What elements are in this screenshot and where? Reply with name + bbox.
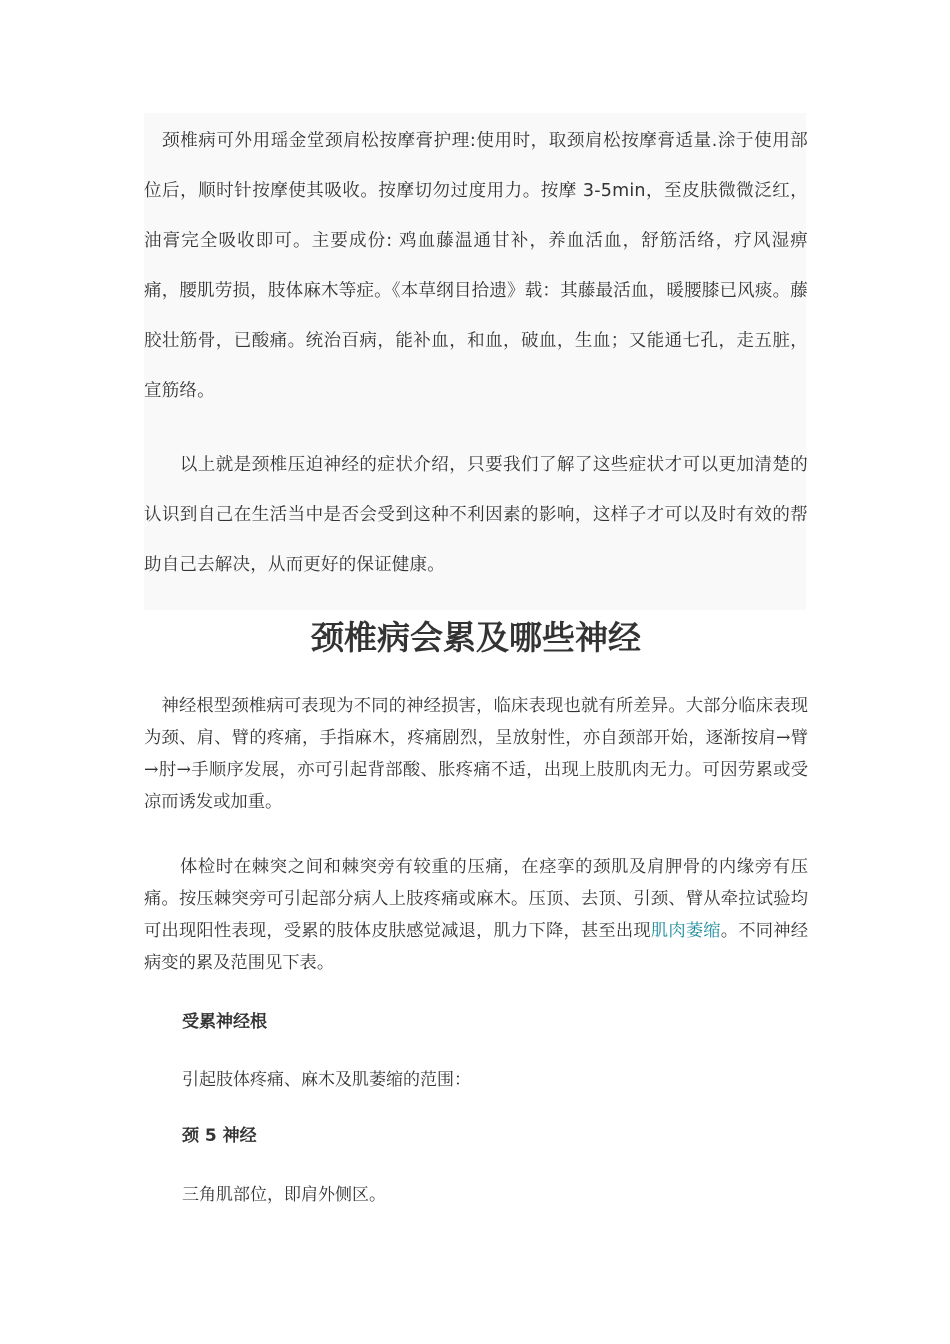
article-title: 颈椎病会累及哪些神经 [311,618,641,657]
summary-paragraph: 以上就是颈椎压迫神经的症状介绍，只要我们了解了这些症状才可以更加清楚的认识到自己在生活当中是否会受到这种不利因素的影响，这样子才可以及时有效的帮助自己去解决，从而更好的保证健康。 [144,455,808,575]
examination-paragraph [144,851,808,979]
affected-range-text: 引起肢体疼痛、麻木及肌萎缩的范围： [182,1070,471,1090]
examination-text-end: 。不同神经病变的累及范围见下表。 [144,921,808,973]
product-usage-paragraph: 颈椎病可外用瑶金堂颈肩松按摩膏护理:使用时，取颈肩松按摩膏适量.涂于使用部位后，顺时针按摩使其吸收。按摩切勿过度用力。按摩 3-5min，至皮肤微微泛红，油膏完全吸收即可。主要成份: 鸡血藤温通甘补，养血活血，舒筋活络，疗风湿痹痛，腰肌劳损，肢体麻木等症。《本草纲目拾遗》载：其藤最活血，暖腰膝已风痰。藤胶壮筋骨，已酸痛。统治百病，能补血，和血，破血，生血；又能通七孔，走五脏，宣筋络。 [144,131,808,401]
c5-nerve-label: 颈 5 神经 [182,1126,257,1146]
examination-text: 体检时在棘突之间和棘突旁有较重的压痛，在痉挛的颈肌及肩胛骨的内缘旁有压痛。按压棘突旁可引起部分病人上肢疼痛或麻木。压顶、去顶、引颈、臂从牵拉试验均可出现阳性表现，受累的肢体皮肤感觉减退，肌力下降，甚至出现 [144,857,808,941]
symptoms-paragraph: 神经根型颈椎病可表现为不同的神经损害，临床表现也就有所差异。大部分临床表现为颈、肩、臂的疼痛，手指麻木，疼痛剧烈，呈放射性，亦自颈部开始，逐渐按肩→臂→肘→手顺序发展，亦可引起背部酸、胀疼痛不适，出现上肢肌肉无力。可因劳累或受凉而诱发或加重。 [144,696,808,812]
muscle-atrophy-link[interactable]: 肌肉萎缩 [650,921,721,941]
affected-nerve-root-label: 受累神经根 [182,1012,267,1032]
c5-range-text: 三角肌部位，即肩外侧区。 [182,1185,386,1205]
